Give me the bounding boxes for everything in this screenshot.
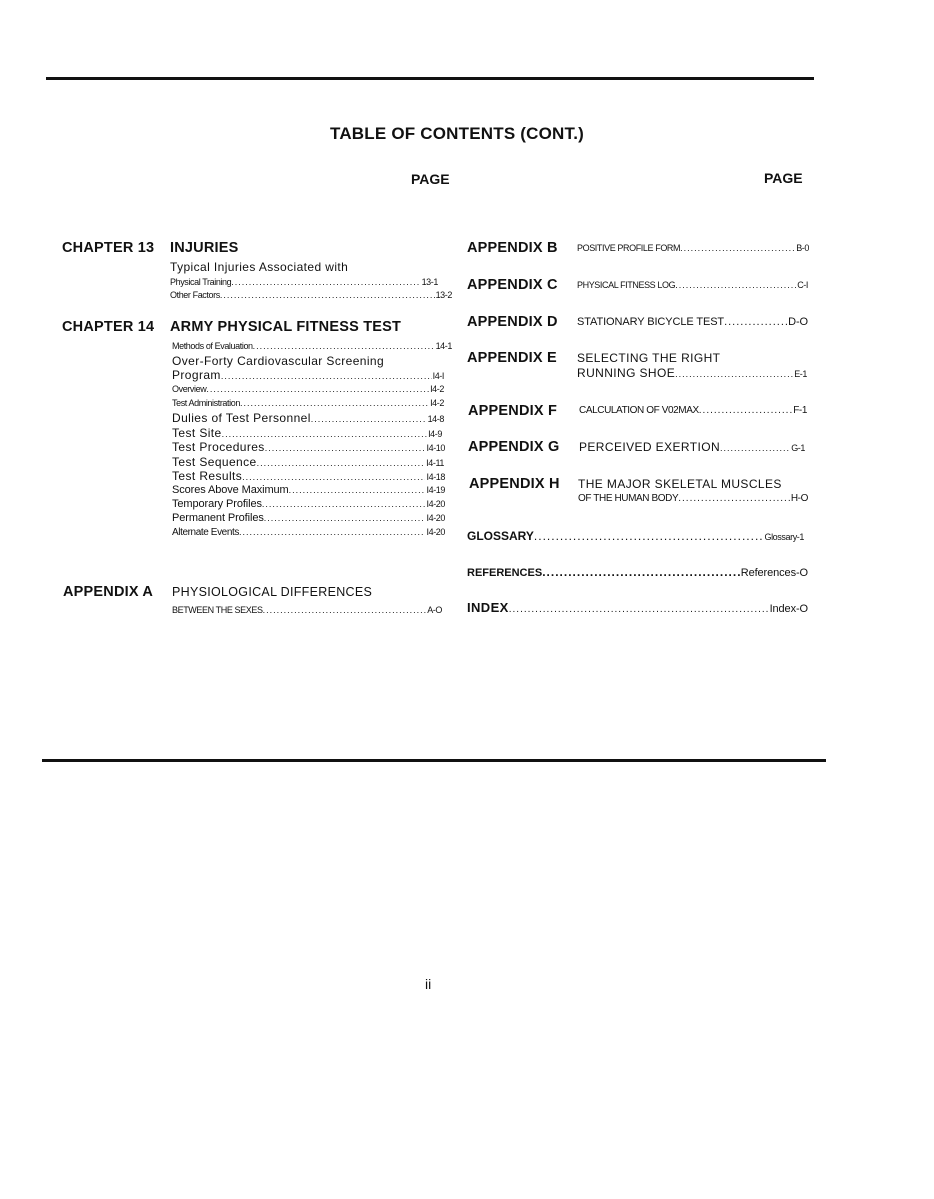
toc-entry-text: Permanent Profiles	[172, 512, 264, 524]
toc-entry-text: RUNNING SHOE	[577, 366, 676, 380]
leader-dots	[262, 499, 426, 509]
toc-entry-text: STATIONARY BICYCLE TEST	[577, 316, 725, 328]
toc-entry-text: Test Results	[172, 469, 243, 483]
toc-entry[interactable]	[172, 440, 445, 454]
toc-entry-text: Test Sequence	[172, 455, 257, 469]
toc-entry-text: Physical Training	[170, 277, 232, 287]
page-column-header-right: PAGE	[764, 170, 803, 186]
toc-entry-text: BETWEEN THE SEXES	[172, 605, 263, 615]
toc-entry-text: GLOSSARY	[467, 529, 534, 543]
toc-entry[interactable]	[170, 290, 452, 300]
appendix-f-label: APPENDIX F	[468, 403, 558, 419]
toc-entry[interactable]	[577, 316, 808, 328]
toc-entry-page: E-1	[794, 369, 807, 379]
toc-entry-page: B-0	[796, 243, 809, 253]
toc-entry-text: PHYSICAL FITNESS LOG	[577, 280, 676, 290]
leader-dots	[220, 290, 435, 300]
toc-entry[interactable]	[172, 469, 445, 483]
leader-dots	[534, 529, 764, 543]
leader-dots	[699, 405, 792, 416]
toc-entry-page: 13-2	[435, 290, 452, 300]
toc-entry-text: POSITIVE PROFILE FORM	[577, 243, 681, 253]
toc-entry-page: I4-10	[426, 443, 445, 453]
leader-dots	[264, 513, 426, 523]
leader-dots	[678, 493, 790, 504]
toc-entry[interactable]	[172, 605, 442, 615]
leader-dots	[675, 280, 796, 290]
toc-entry[interactable]	[577, 366, 807, 380]
toc-entry-index[interactable]	[467, 600, 808, 615]
toc-entry[interactable]	[579, 440, 805, 454]
toc-entry[interactable]	[172, 426, 442, 440]
chapter-13-label: CHAPTER 13	[62, 240, 155, 256]
toc-entry-page: 13-1	[421, 277, 438, 287]
leader-dots	[240, 398, 429, 408]
toc-entry-page: I4-20	[426, 527, 445, 537]
toc-entry-page: Glossary-1	[764, 532, 804, 542]
appendix-h-label: APPENDIX H	[469, 476, 560, 492]
leader-dots	[509, 604, 769, 615]
toc-entry[interactable]	[577, 243, 809, 253]
leader-dots	[221, 371, 432, 381]
toc-entry[interactable]	[172, 455, 444, 469]
leader-dots	[675, 369, 793, 379]
toc-entry[interactable]	[172, 341, 452, 351]
toc-entry[interactable]	[172, 484, 445, 496]
toc-entry-page: F-1	[793, 405, 807, 416]
toc-entry-page: 14-8	[427, 414, 444, 424]
leader-dots	[680, 243, 795, 253]
toc-entry-glossary[interactable]	[467, 529, 804, 543]
toc-entry[interactable]	[172, 384, 444, 394]
toc-entry[interactable]	[172, 398, 444, 408]
leader-dots	[724, 316, 787, 328]
leader-dots	[242, 472, 425, 482]
toc-entry-text: REFERENCES	[467, 567, 543, 579]
toc-entry-page: I4-9	[428, 429, 442, 439]
toc-entry-page: A-O	[427, 605, 442, 615]
toc-entry-text: PERCEIVED EXERTION	[579, 440, 721, 454]
toc-entry-page: I4-2	[430, 384, 444, 394]
chapter-13-intro: Typical Injuries Associated with	[170, 260, 349, 274]
toc-entry-text: Test Site	[172, 426, 222, 440]
toc-entry-text: Over-Forty Cardiovascular Screening	[172, 354, 385, 368]
toc-entry[interactable]	[170, 277, 438, 287]
appendix-b-label: APPENDIX B	[467, 240, 558, 256]
leader-dots	[222, 429, 427, 439]
toc-entry-page: H-O	[790, 493, 808, 504]
appendix-d-label: APPENDIX D	[467, 314, 558, 330]
toc-entry-text: Test Procedures	[172, 440, 265, 454]
bottom-rule	[42, 759, 826, 762]
leader-dots	[542, 565, 740, 579]
toc-entry[interactable]	[172, 512, 445, 524]
leader-dots	[263, 605, 427, 615]
toc-entry-page: G-1	[791, 443, 805, 453]
leader-dots	[257, 458, 426, 468]
toc-entry[interactable]	[578, 493, 808, 504]
leader-dots	[206, 384, 429, 394]
leader-dots	[311, 414, 427, 424]
toc-entry-text: Alternate Events	[172, 527, 239, 538]
toc-entry-text: Test Administration	[172, 398, 240, 408]
leader-dots	[231, 277, 420, 287]
leader-dots	[239, 527, 426, 537]
toc-entry-text: Temporary Profiles	[172, 498, 262, 510]
toc-entry-text: Methods of Evaluation	[172, 341, 253, 351]
toc-entry-page: I4-20	[426, 499, 445, 509]
toc-entry[interactable]	[172, 498, 445, 510]
toc-entry-page: I4-19	[426, 485, 445, 495]
toc-entry[interactable]	[172, 368, 444, 382]
toc-entry-page: I4-I	[432, 371, 444, 381]
toc-entry[interactable]	[579, 405, 807, 416]
toc-entry-text: Dulies of Test Personnel	[172, 411, 311, 425]
leader-dots	[720, 443, 790, 453]
toc-entry-text: OF THE HUMAN BODY	[578, 493, 679, 504]
toc-entry[interactable]	[577, 280, 808, 290]
toc-entry-references[interactable]	[467, 565, 808, 579]
page-title: TABLE OF CONTENTS (CONT.)	[330, 124, 584, 143]
appendix-c-label: APPENDIX C	[467, 277, 558, 293]
toc-entry-text: Other Factors	[170, 290, 220, 300]
leader-dots	[265, 443, 426, 453]
appendix-a-label: APPENDIX A	[63, 584, 154, 600]
chapter-13-title: INJURIES	[170, 240, 239, 256]
toc-entry-page: C-I	[797, 280, 808, 290]
toc-entry-page: 14-1	[435, 341, 452, 351]
leader-dots	[253, 341, 435, 351]
toc-entry-page: I4-2	[430, 398, 444, 408]
toc-entry-page: I4-20	[426, 513, 445, 523]
toc-entry-text: Program	[172, 368, 221, 382]
appendix-g-label: APPENDIX G	[468, 439, 560, 455]
toc-entry-page: Index-O	[769, 603, 808, 615]
toc-entry-page: D-O	[788, 316, 808, 328]
toc-entry-text: CALCULATION OF V02MAX	[579, 405, 699, 416]
page-column-header-left: PAGE	[411, 171, 450, 187]
toc-entry-page: I4-11	[426, 458, 444, 468]
toc-entry-text: INDEX	[467, 600, 509, 615]
leader-dots	[289, 485, 426, 495]
appendix-a-title: PHYSIOLOGICAL DIFFERENCES	[172, 585, 373, 599]
toc-entry[interactable]	[172, 411, 444, 425]
toc-entry-page: I4-18	[426, 472, 445, 482]
toc-entry-text: Overview	[172, 384, 207, 394]
appendix-h-title: THE MAJOR SKELETAL MUSCLES	[578, 477, 782, 491]
page-number: ii	[425, 976, 432, 992]
toc-entry-text: Scores Above Maximum	[172, 484, 289, 496]
appendix-e-title: SELECTING THE RIGHT	[577, 351, 721, 365]
toc-entry[interactable]	[172, 527, 445, 538]
top-rule	[46, 77, 814, 80]
chapter-14-title: ARMY PHYSICAL FITNESS TEST	[170, 319, 402, 335]
appendix-e-label: APPENDIX E	[467, 350, 557, 366]
chapter-14-label: CHAPTER 14	[62, 319, 155, 335]
toc-entry-page: References-O	[740, 567, 808, 579]
